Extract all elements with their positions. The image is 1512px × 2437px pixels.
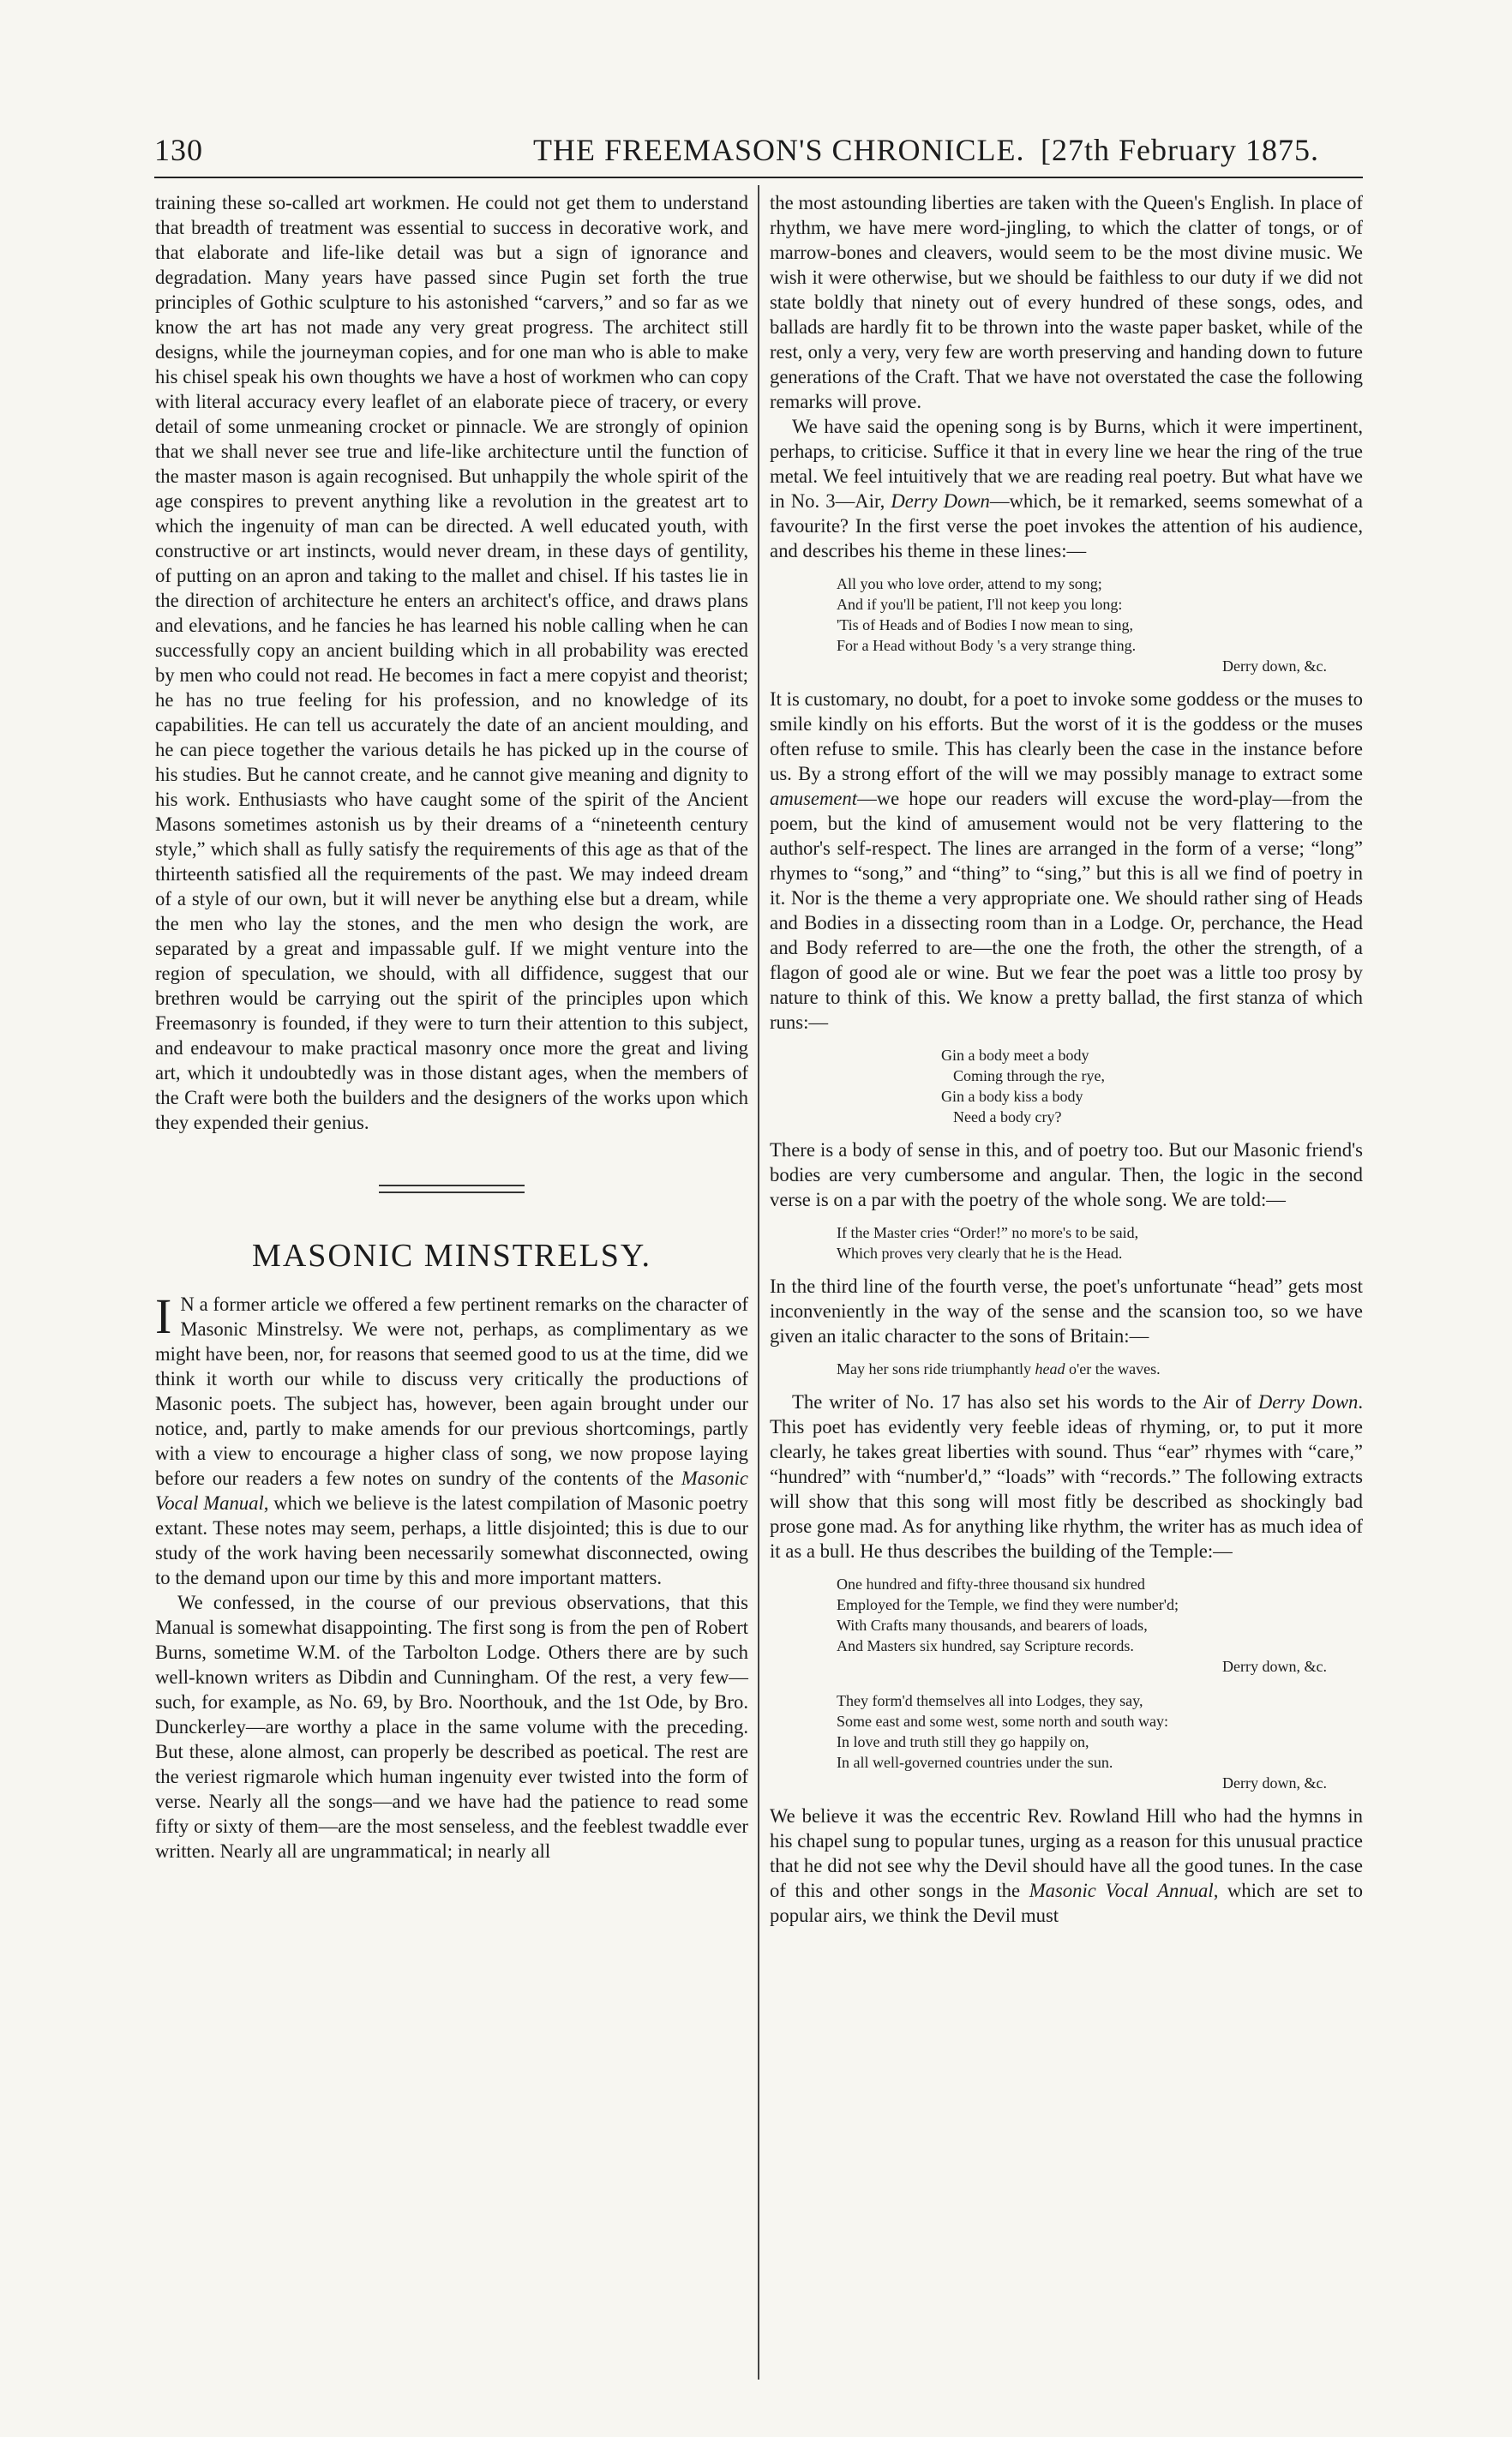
verse-line: May her sons ride triumphantly head o'er the waves. xyxy=(837,1360,1161,1378)
verse-line: Which proves very clearly that he is the Head. xyxy=(837,1245,1123,1262)
page-number: 130 xyxy=(154,133,203,167)
paragraph: We have said the opening song is by Burns, which it were impertinent, perhaps, to criticise. Suffice it that in every line we hear the ring of the true metal. We feel intuitively that we are reading real poetry. But what have we in No. 3—Air, Derry Down—which, be it remarked, seems somewhat of a favourite? In the first verse the poet invokes the attention of his audience, and describes his theme in these lines:— xyxy=(770,416,1363,561)
italic-word: amusement xyxy=(770,788,858,809)
running-head xyxy=(154,129,1363,171)
drop-cap: I xyxy=(155,1288,172,1344)
verse-line: If the Master cries “Order!” no more's to be said, xyxy=(837,1224,1139,1241)
verse-line: Gin a body kiss a body xyxy=(941,1088,1083,1105)
verse-line: Coming through the rye, xyxy=(953,1067,1105,1084)
verse-line: 'Tis of Heads and of Bodies I now mean to sing, xyxy=(837,616,1134,633)
verse-line: Need a body cry? xyxy=(953,1108,1062,1125)
verse-line: And Masters six hundred, say Scripture records. xyxy=(837,1637,1134,1654)
verse-refrain: Derry down, &c. xyxy=(1222,1774,1327,1792)
paragraph: In the third line of the fourth verse, the poet's unfortunate “head” gets most inconveniently in the way of the sense and the scansion too, so we have given an italic character to the sons of Britain:— xyxy=(770,1276,1363,1347)
paragraph: The writer of No. 17 has also set his words to the Air of Derry Down. This poet has evidently very feeble ideas of rhyming, or, to put it more clearly, he takes great liberties with sound. Thus “ear” rhymes with “care,” “hundred” with “number'd,” “loads” with “records.” The following extracts will show that this song will most fitly be described as shockingly bad prose gone mad. As for anything like rhythm, the writer has as much idea of it as a bull. He thus describes the building of the Temple:— xyxy=(770,1391,1364,1562)
right-column xyxy=(770,190,1363,1928)
verse-line: In love and truth still they go happily on, xyxy=(837,1733,1089,1750)
verse-quote xyxy=(837,1690,1363,1793)
verse-line: One hundred and fifty-three thousand six hundred xyxy=(837,1576,1145,1593)
verse-quote xyxy=(837,1574,1363,1677)
italic-air-name: Derry Down xyxy=(891,490,990,512)
paragraph: the most astounding liberties are taken with the Queen's English. In place of rhythm, we have mere word-jingling, to which the clatter of tongs, or of marrow-bones and cleavers, would seem to be the most divine music. We wish it were otherwise, but we should be faithless to our duty if we did not state boldly that ninety out of every hundred of these songs, odes, and ballads are hardly fit to be thrown into the waste paper basket, while of the rest, only a very, very few are worth preserving and handing down to future generations of the Craft. That we have not overstated the case the following remarks will prove. xyxy=(770,192,1363,412)
paragraph: training these so-called art workmen. He could not get them to understand that breadth of treatment was essential to success in decorative work, and that elaborate and life-like detail was but a sign of ignorance and degradation. Many years have passed since Pugin set forth the true principles of Gothic sculpture to his astonished “carvers,” and so far as we know the art has not made any very great progress. The architect still designs, while the journeyman copies, and for one man who is able to make his chisel speak his own thoughts we have a host of workmen who can copy with literal accuracy every leaflet of an elaborate piece of tracery, or every detail of some unmeaning crocket or pinnacle. We are strongly of opinion that we shall never see true and life-like architecture until the function of the master mason is again recognised. But unhappily the whole spirit of the age conspires to prevent anything like a revolution in the greatest art to which the ingenuity of man can be directed. A well educated youth, with constructive or art instincts, would never dream, in these days of gentility, of putting on an apron and taking to the mallet and chisel. If his tastes lie in the direction of architecture he enters an architect's office, and draws plans and elevations, and he fancies he has learned his noble calling when he can successfully copy an ancient building which in all probability was erected by men who could not read. He becomes in fact a mere copyist and theorist; he has no true feeling for his profession, and no knowledge of its capabilities. He can tell us accurately the date of an ancient moulding, and he can piece together the various details he has picked up in the course of his studies. But he cannot create, and he cannot give meaning and dignity to his work. Enthusiasts who have caught some of the spirit of the Ancient Masons sometimes astonish us by their dreams of a “nineteenth century style,” which shall as fully satisfy the requirements of this age as that of the thirteenth satisfied all the requirements of the past. We may indeed dream of a style of our own, but it will never be anything else but a dream, while the men who lay the stones, and the men who design the work, are separated by a great and impassable gulf. If we might venture into the region of speculation, we should, with all diffidence, suggest that our brethren would be carrying out the spirit of the principles upon which Freemasonry is founded, if they were to turn their attention to this subject, and endeavour to make practical masonry once more the great and living art, which it undoubtedly was in those distant ages, when the members of the Craft were both the builders and the designers of the works upon which they expended their genius. xyxy=(155,192,748,1133)
verse-line: Gin a body meet a body xyxy=(941,1047,1089,1064)
verse-quote xyxy=(837,1222,1363,1264)
issue-date: [27th February 1875. xyxy=(1041,133,1319,167)
verse-refrain: Derry down, &c. xyxy=(1222,657,1327,675)
verse-line: With Crafts many thousands, and bearers of loads, xyxy=(837,1617,1148,1634)
verse-line: And if you'll be patient, I'll not keep you long: xyxy=(837,596,1123,613)
verse-line: In all well-governed countries under the sun. xyxy=(837,1754,1113,1771)
paragraph: It is customary, no doubt, for a poet to invoke some goddess or the muses to smile kindly on his efforts. But the worst of it is the goddess or the muses often refuse to smile. This has clearly been the case in the instance before us. By a strong effort of the will we may possibly manage to extract some amusement—we hope our readers will excuse the word-play—from the poem, but the kind of amusement would not be very flattering to the author's self-respect. The lines are arranged in the form of a verse; “long” rhymes to “song,” and “thing” to “sing,” but this is all we find of poetry in it. Nor is the theme a very appropriate one. We should rather sing of Heads and Bodies in a dissecting room than in a Lodge. Or, perchance, the Head and Body referred to are—the one the froth, the other the strength, of a flagon of good ale or wine. But we fear the poet was a little too prosy by nature to think of this. We know a pretty ballad, the first stanza of which runs:— xyxy=(770,688,1363,1033)
verse-refrain: Derry down, &c. xyxy=(1222,1658,1327,1675)
section-divider xyxy=(379,1185,525,1196)
italic-title: Masonic Vocal Manual xyxy=(155,1468,748,1514)
verse-line: For a Head without Body 's a very strange thing. xyxy=(837,637,1137,654)
left-column xyxy=(155,190,748,1864)
italic-air-name: Derry Down xyxy=(1257,1391,1359,1413)
header-rule xyxy=(154,177,1363,178)
paragraph: We believe it was the eccentric Rev. Rowland Hill who had the hymns in his chapel sung to popular tunes, urging as a reason for this unusual practice that he did not see why the Devil should have all the good tunes. In the case of this and other songs in the Masonic Vocal Annual, which are set to popular airs, we think the Devil must xyxy=(770,1805,1363,1926)
verse-line: All you who love order, attend to my song; xyxy=(837,575,1102,592)
paragraph: There is a body of sense in this, and of poetry too. But our Masonic friend's bodies are very cumbersome and angular. Then, the logic in the second verse is on a par with the poetry of the whole song. We are told:— xyxy=(770,1139,1363,1210)
verse-quote xyxy=(837,573,1363,676)
column-rule xyxy=(758,185,759,2380)
verse-quote xyxy=(941,1045,1363,1127)
paragraph: I N a former article we offered a few pertinent remarks on the character of Masonic Minstrelsy. We were not, perhaps, as complimentary as we might have been, nor, for reasons that seemed good to us at the time, did we think it worth our while to discuss very critically the productions of Masonic poets. The subject has, however, been again brought under our notice, and, partly to make amends for our previous shortcomings, partly with a view to encourage a higher class of song, we now propose laying before our readers a few notes on sundry of the contents of the Masonic Vocal Manual, which we believe is the latest compilation of Masonic poetry extant. These notes may seem, perhaps, a little disjointed; this is due to our study of the work having been necessarily somewhat disconnected, owing to the demand upon our time by this and more important matters. xyxy=(155,1288,749,1588)
italic-word: head xyxy=(1035,1360,1065,1378)
article-title: MASONIC MINSTRELSY. xyxy=(252,1238,651,1274)
verse-line: Employed for the Temple, we find they were number'd; xyxy=(837,1596,1179,1613)
verse-line: Some east and some west, some north and south way: xyxy=(837,1713,1168,1730)
italic-title: Masonic Vocal Annual xyxy=(1029,1880,1214,1901)
paragraph: We confessed, in the course of our previous observations, that this Manual is somewhat disappointing. The first song is from the pen of Robert Burns, sometime W.M. of the Tarbolton Lodge. Others there are by such well-known writers as Dibdin and Cunningham. Of the rest, a very few—such, for example, as No. 69, by Bro. Noorthouk, and the 1st Ode, by Bro. Dunckerley—are worthy a place in the same volume with the preceding. But these, alone almost, can properly be described as poetical. The rest are the veriest rigmarole which human ingenuity ever twisted into the form of verse. Nearly all the songs—and we have had the patience to read some fifty or sixty of them—are the most senseless, and the feeblest twaddle ever written. Nearly all are ungrammatical; in nearly all xyxy=(155,1592,748,1862)
verse-line: They form'd themselves all into Lodges, they say, xyxy=(837,1692,1143,1709)
journal-title: THE FREEMASON'S CHRONICLE. xyxy=(533,133,1025,167)
